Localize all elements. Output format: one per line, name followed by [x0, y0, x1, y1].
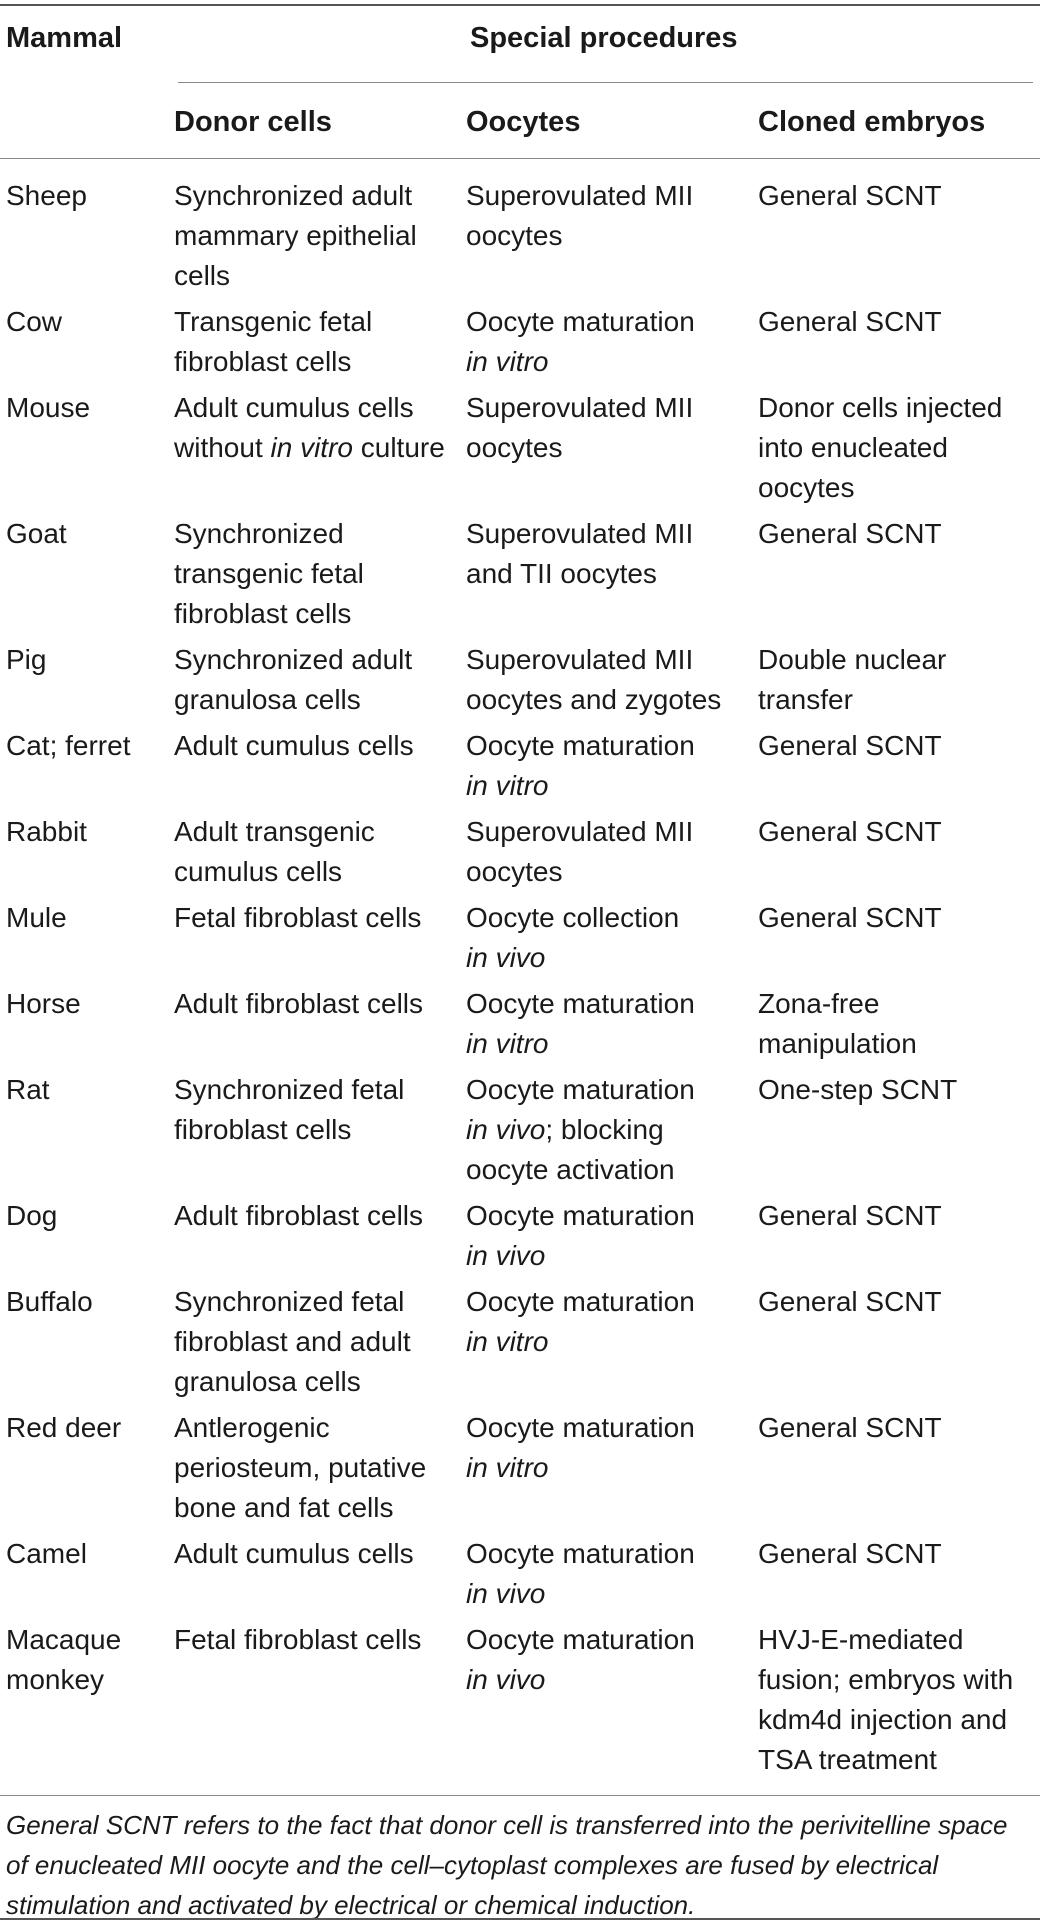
cell-donor-cells: Synchronized adult granulosa cells: [174, 644, 413, 715]
special-procedures-rule: [178, 82, 1033, 83]
cell-oocytes: Oocyte maturation in vivo; blocking oocyte activation: [466, 1074, 695, 1185]
cell-donor-cells: Adult cumulus cells: [174, 1538, 414, 1569]
header-special-procedures: Special procedures: [470, 22, 738, 54]
cell-cloned-embryos: General SCNT: [758, 1200, 942, 1231]
cell-cloned-embryos: General SCNT: [758, 1538, 942, 1569]
cell-donor-cells: Transgenic fetal fibroblast cells: [174, 306, 373, 377]
cell-mammal: Mouse: [6, 392, 91, 423]
cell-cloned-embryos: General SCNT: [758, 518, 942, 549]
cell-donor-cells: Adult cumulus cells: [174, 730, 414, 761]
cell-cloned-embryos: General SCNT: [758, 1412, 942, 1443]
cell-oocytes: Superovulated MII oocytes and zygotes: [466, 644, 722, 715]
cell-cloned-embryos: General SCNT: [758, 1286, 942, 1317]
cell-oocytes: Oocyte maturation in vivo: [466, 1624, 695, 1695]
cell-donor-cells: Adult transgenic cumulus cells: [174, 816, 375, 887]
cell-cloned-embryos: General SCNT: [758, 306, 942, 337]
cell-oocytes: Oocyte maturation in vitro: [466, 730, 695, 801]
cell-oocytes: Oocyte maturation in vitro: [466, 1412, 695, 1483]
cell-donor-cells: Synchronized adult mammary epithelial cells: [174, 180, 417, 291]
cell-mammal: Red deer: [6, 1412, 122, 1443]
header-cloned-embryos: Cloned embryos: [758, 106, 986, 138]
cell-oocytes: Oocyte maturation in vivo: [466, 1200, 695, 1271]
cell-cloned-embryos: Zona-free manipulation: [758, 988, 917, 1059]
cell-cloned-embryos: General SCNT: [758, 816, 942, 847]
footnote-bottom-rule: [0, 1918, 1040, 1920]
cell-cloned-embryos: One-step SCNT: [758, 1074, 958, 1105]
cell-donor-cells: Synchronized fetal fibroblast and adult granulosa cells: [174, 1286, 411, 1397]
cell-oocytes: Oocyte maturation in vivo: [466, 1538, 695, 1609]
cell-oocytes: Superovulated MII oocytes: [466, 816, 694, 887]
table-top-rule: [0, 4, 1040, 6]
cell-cloned-embryos: Donor cells injected into enucleated oocytes: [758, 392, 1003, 503]
cell-mammal: Camel: [6, 1538, 87, 1569]
cell-mammal: Buffalo: [6, 1286, 93, 1317]
cell-donor-cells: Synchronized fetal fibroblast cells: [174, 1074, 405, 1145]
cell-oocytes: Superovulated MII and TII oocytes: [466, 518, 694, 589]
cell-oocytes: Superovulated MII oocytes: [466, 392, 694, 463]
cell-mammal: Horse: [6, 988, 81, 1019]
header-mammal: Mammal: [6, 22, 123, 54]
cell-oocytes: Oocyte collection in vivo: [466, 902, 680, 973]
cell-cloned-embryos: Double nuclear transfer: [758, 644, 947, 715]
cell-cloned-embryos: General SCNT: [758, 902, 942, 933]
cell-oocytes: Oocyte maturation in vitro: [466, 988, 695, 1059]
cell-mammal: Goat: [6, 518, 67, 549]
table-footnote: General SCNT refers to the fact that donor cell is transferred into the perivitelline space of enucleated MII oocyte and the cell–cytoplast complexes are fused by electrical stimulation and activated by electrical or chemical induction.: [6, 1810, 1008, 1920]
cell-donor-cells: Synchronized transgenic fetal fibroblast cells: [174, 518, 364, 629]
header-oocytes: Oocytes: [466, 106, 581, 138]
cell-mammal: Cow: [6, 306, 63, 337]
cell-donor-cells: Fetal fibroblast cells: [174, 1624, 422, 1655]
cell-mammal: Dog: [6, 1200, 58, 1231]
cell-donor-cells: Fetal fibroblast cells: [174, 902, 422, 933]
cell-oocytes: Oocyte maturation in vitro: [466, 1286, 695, 1357]
header-donor-cells: Donor cells: [174, 106, 332, 138]
cell-mammal: Rat: [6, 1074, 50, 1105]
cell-mammal: Mule: [6, 902, 67, 933]
cell-cloned-embryos: General SCNT: [758, 730, 942, 761]
cell-oocytes: Oocyte maturation in vitro: [466, 306, 695, 377]
cell-mammal: Macaque monkey: [6, 1624, 122, 1695]
cell-mammal: Rabbit: [6, 816, 87, 847]
cell-mammal: Cat; ferret: [6, 730, 131, 761]
cell-donor-cells: Adult cumulus cells without in vitro culture: [174, 392, 445, 463]
cell-cloned-embryos: HVJ-E-mediated fusion; embryos with kdm4d injection and TSA treatment: [758, 1624, 1014, 1775]
cell-mammal: Pig: [6, 644, 47, 675]
cell-donor-cells: Antlerogenic periosteum, putative bone and fat cells: [174, 1412, 427, 1523]
header-bottom-rule: [0, 158, 1040, 159]
cell-mammal: Sheep: [6, 180, 87, 211]
table-bottom-rule: [0, 1795, 1040, 1796]
cell-oocytes: Superovulated MII oocytes: [466, 180, 694, 251]
cell-donor-cells: Adult fibroblast cells: [174, 1200, 424, 1231]
cell-cloned-embryos: General SCNT: [758, 180, 942, 211]
cell-donor-cells: Adult fibroblast cells: [174, 988, 424, 1019]
